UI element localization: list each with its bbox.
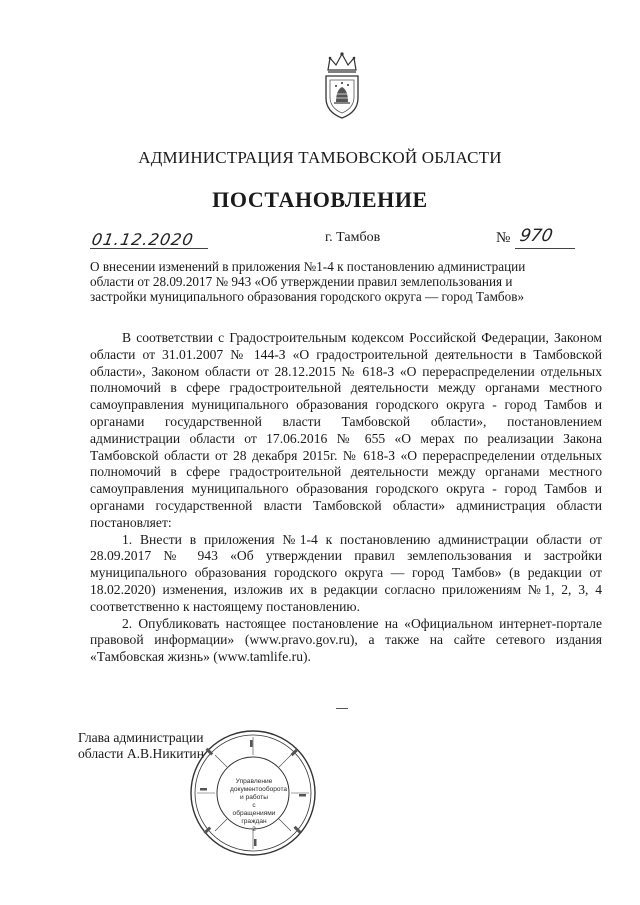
number-underline — [515, 248, 575, 249]
signatory-title: Глава администрации — [78, 730, 204, 745]
stamp-line: и работы — [240, 794, 268, 801]
subject-line: застройки муниципального образования городского округа — город Тамбов» — [90, 289, 525, 304]
stamp-inner-text — [230, 778, 288, 834]
stamp-line: Управление — [235, 778, 273, 785]
stamp-line: документооборота — [230, 786, 288, 793]
document-type-title: ПОСТАНОВЛЕНИЕ — [212, 187, 428, 212]
stamp-line: граждан — [241, 818, 267, 825]
stamp-line: с обращениями — [232, 802, 276, 817]
number-label: № — [496, 230, 511, 246]
separator-dash — [336, 708, 348, 709]
stamp-line: 2 — [252, 826, 256, 833]
signatory-name: области А.В.Никитин — [78, 746, 204, 761]
item-1-paragraph: 1. Внести в приложения №1-4 к постановлению администрации области от 28.09.2017 № 943 «Об утверждении правил землепользования и застройки муниципального образования городского округа — город Тамбов» (в редакции от 18.02.2020) изменения, изложив их в редакции согласно приложениям №1, 2, 3, 4 соответственно к настоящему постановлению. — [90, 531, 602, 614]
date-underline — [90, 248, 208, 249]
tambov-coat-of-arms-icon — [320, 50, 364, 122]
item-2-paragraph: 2. Опубликовать настоящее постановление на «Официальном интернет-портале правовой информации» (www.pravo.gov.ru), а также на сайте сетевого издания «Тамбовская жизнь» (www.tamlife.ru). — [90, 615, 602, 665]
document-city: г. Тамбов — [325, 230, 381, 245]
document-number: 970 — [518, 226, 555, 246]
document-body — [90, 330, 602, 666]
preamble-paragraph: В соответствии с Градостроительным кодексом Российской Федерации, Законом области от 31.01.2007 № 144-З «О градостроительной деятельности в Тамбовской области», Законом области от 28.12.2015 № 618-З «О перераспределении отдельных полномочий в сфере градостроительной деятельности между органами местного самоуправления муниципального образования городского округа - город Тамбов и органами государственной власти Тамбовской области», постановлением администрации области от 17.06.2016 № 655 «О мерах по реализации Закона Тамбовской области от 28 декабря 2015г. № 618-З «О перераспределении отдельных полномочий в сфере градостроительной деятельности между органами местного самоуправления муниципального образования городского округа - город Тамбов и органами государственной власти Тамбовской области» администрация области постановляет: — [90, 330, 602, 530]
subject-line: О внесении изменений в приложения №1-4 к постановлению администрации — [90, 259, 526, 274]
subject-line: области от 28.09.2017 № 943 «Об утверждении правил землепользования и — [90, 274, 513, 289]
document-subject — [90, 259, 600, 304]
document-date: 01.12.2020 — [90, 230, 196, 249]
organization-name: АДМИНИСТРАЦИЯ ТАМБОВСКОЙ ОБЛАСТИ — [138, 148, 502, 167]
